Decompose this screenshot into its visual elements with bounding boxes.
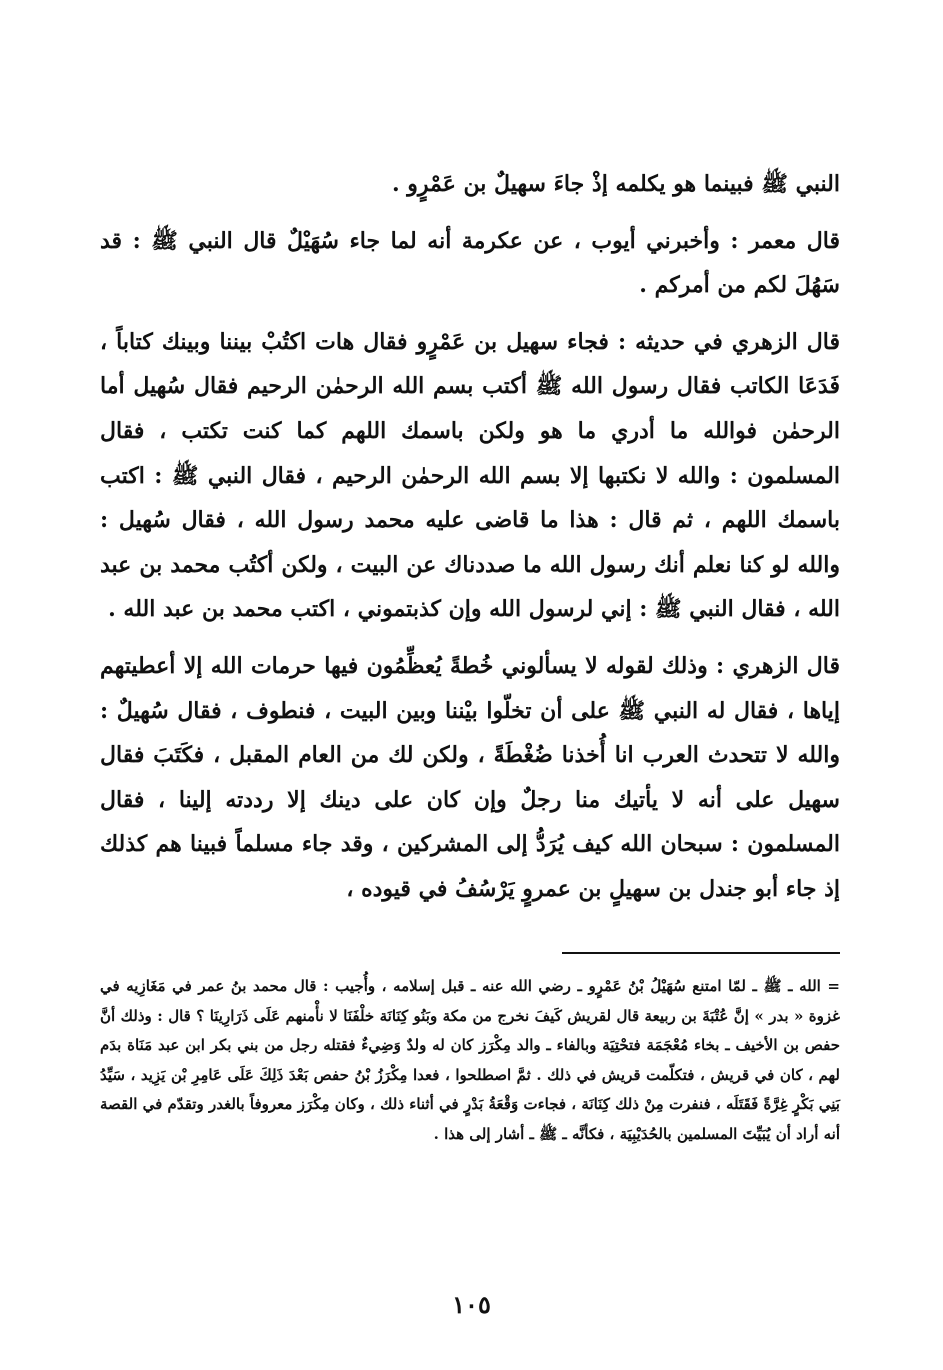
footnote-divider	[562, 952, 840, 954]
paragraph-2: قال معمر : وأخبرني أيوب ، عن عكرمة أنه لما جاء سُهَيْلٌ قال النبي ﷺ : قد سَهُلَ لكم من أمركم .	[100, 227, 840, 299]
paragraph-3: قال الزهري في حديثه : فجاء سهيل بن عَمْرٍو فقال هات اكتُبْ بيننا وبينك كتاباً ، فَدَعَا الكاتب فقال رسول الله ﷺ أكتب بسم الله الرحمٰن الرحيم فقال سُهيل أما الرحمٰن فوالله ما أدري ما هو ولكن باسمك اللهم كما كنت تكتب ، فقال المسلمون : والله لا نكتبها إلا بسم الله الرحمٰن الرحيم ، فقال النبي ﷺ : اكتب باسمك اللهم ، ثم قال : هذا ما قاضى عليه محمد رسول الله ، فقال سُهيل : والله لو كنا نعلم أنك رسول الله ما صددناك عن البيت ، ولكن أكتُب محمد بن عبد الله ، فقال النبي ﷺ : إني لرسول الله وإن كذبتموني ، اكتب محمد بن عبد الله .	[100, 328, 840, 623]
footnote-text: = الله ـ ﷺ ـ لمّا امتنع سُهَيْلُ بْنُ عَمْرٍو ـ رضي الله عنه ـ قبل إسلامه ، وأُجيب : قال محمد بنُ عمر في مَغَازِيه في غزوة « بدر » إنَّ عُتْبَةَ بن ربيعة قال لقريش كَيفَ نخرج من مكة وبَنُو كِنَانَة خلْفَنَا لا نأْمنهم عَلَى ذَرَارِينَا ؟ قال : وذلك أنَّ حفص بن الأخيف ـ بخاء مُعْجَمَة فتحْتِيَة وبالفاء ـ والد مِكْرَز كان له ولدٌ وَضِيءٌ فقتله رجل من بني بكر ابن عبد مَنَاة بدَم لهم ، كان في قريش ، فتكلّمت قريش في ذلك . ثمَّ اصطلحوا ، فعدا مِكْرَزُ بْنُ حفص بَعْدَ ذَلِكَ عَلَى عَامِرِ بْن يَزِيد ، سَيِّدُ بَنِي بَكْرٍ غِرَّةً فَقَتَلَه ، فنفرت مِنْ ذلك كِنَانَة ، فجاءت وَقْعَةُ بَدْرٍ في أثناء ذلك ، وكان مِكْرَز معروفاً بالغدر وتقدّم في القصة أنه أراد أن يُبَيِّتَ المسلمين بالحُدَيْبِيَة ، فكأنَّه ـ ﷺ ـ أشار إلى هذا .	[100, 977, 840, 1143]
paragraph-4: قال الزهري : وذلك لقوله لا يسألوني خُطةً يُعظِّمُون فيها حرمات الله إلا أعطيتهم إياها ، فقال له النبي ﷺ على أن تخلّوا بيْننا وبين البيت ، فنطوف ، فقال سُهيلٌ : والله لا تتحدث العرب انا أُخذنا ضُغْطَةً ، ولكن لك من العام المقبل ، فكَتَبَ فقال سهيل على أنه لا يأتيك منا رجلٌ وإن كان على دينك إلا رددته إلينا ، فقال المسلمون : سبحان الله كيف يُرَدُّ إلى المشركين ، وقد جاء مسلماً فبينا هم كذلك إذ جاء أبو جندل بن سهيلٍ بن عمروٍ يَرْسُفُ في قيوده ،	[100, 652, 840, 902]
footnote	[100, 972, 840, 1149]
page-number: ١٠٥	[452, 1290, 491, 1319]
main-text-body	[100, 162, 840, 924]
paragraph-1: النبي ﷺ فبينما هو يكلمه إذْ جاءَ سهيلٌ بن عَمْرٍو .	[391, 171, 840, 197]
